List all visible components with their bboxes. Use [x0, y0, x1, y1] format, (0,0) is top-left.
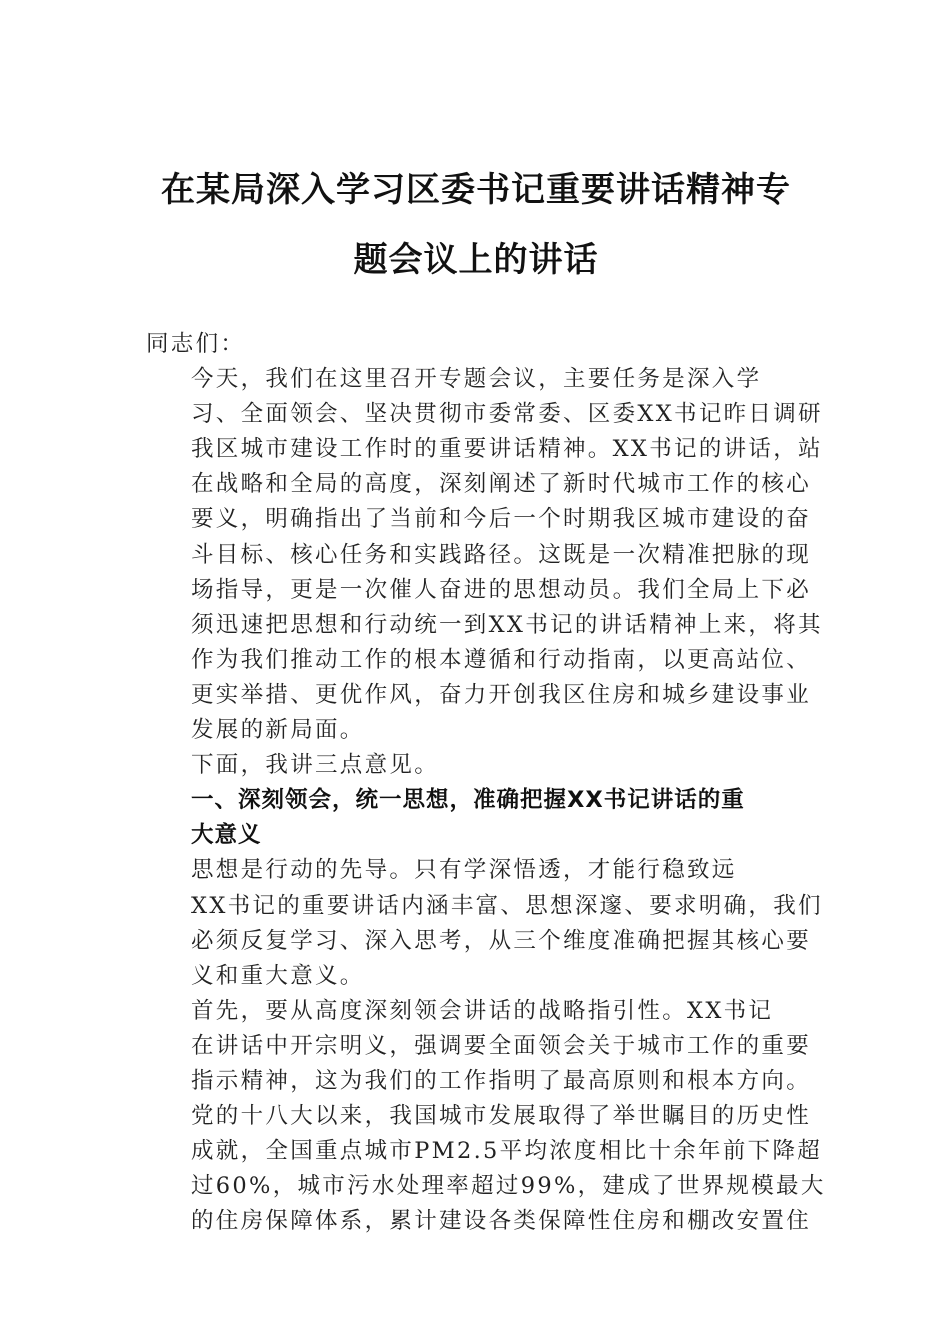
paragraph-line: 在战略和全局的高度，深刻阐述了新时代城市工作的核心 — [191, 471, 812, 498]
paragraph-line: 的住房保障体系，累计建设各类保障性住房和棚改安置住 — [191, 1208, 812, 1235]
paragraph-line: 成就，全国重点城市PM2.5平均浓度相比十余年前下降超 — [191, 1138, 823, 1165]
section-heading — [146, 783, 808, 853]
paragraph-line: 斗目标、核心任务和实践路径。这既是一次精准把脉的现 — [191, 541, 812, 568]
body-paragraph — [146, 362, 823, 748]
paragraph-line: 党的十八大以来，我国城市发展取得了举世瞩目的历史性 — [191, 1103, 812, 1130]
document-title-line-1: 在某局深入学习区委书记重要讲话精神专 — [161, 170, 791, 210]
paragraph-line: 思想是行动的先导。只有学深悟透，才能行稳致远 — [191, 857, 737, 884]
salutation: 同志们： — [146, 331, 246, 357]
paragraph-line: XX书记的重要讲话内涵丰富、思想深邃、要求明确，我们 — [191, 892, 823, 919]
paragraph-line: 要义，明确指出了当前和今后一个时期我区城市建设的奋 — [191, 506, 812, 533]
paragraph-line: 在讲话中开宗明义，强调要全面领会关于城市工作的重要 — [191, 1032, 812, 1059]
paragraph-line: 一、深刻领会，统一思想，准确把握XX书记讲话的重 — [191, 787, 745, 814]
paragraph-line: 指示精神，这为我们的工作指明了最高原则和根本方向。 — [191, 1067, 812, 1094]
paragraph-line: 更实举措、更优作风，奋力开创我区住房和城乡建设事业 — [191, 681, 812, 708]
paragraph-line: 首先，要从高度深刻领会讲话的战略指引性。XX书记 — [191, 997, 774, 1024]
paragraph-line: 发展的新局面。 — [191, 717, 365, 744]
body-paragraph — [146, 994, 826, 1240]
paragraph-line: 须迅速把思想和行动统一到XX书记的讲话精神上来，将其 — [191, 611, 823, 638]
body-paragraph — [146, 748, 808, 783]
paragraph-line: 今天，我们在这里召开专题会议，主要任务是深入学 — [191, 366, 762, 393]
paragraph-line: 下面，我讲三点意见。 — [191, 752, 440, 779]
paragraph-line: 大意义 — [191, 822, 262, 849]
paragraph-line: 我区城市建设工作时的重要讲话精神。XX书记的讲话，站 — [191, 436, 823, 463]
paragraph-line: 习、全面领会、坚决贯彻市委常委、区委XX书记昨日调研 — [191, 401, 823, 428]
paragraph-line: 过60%，城市污水处理率超过99%，建成了世界规模最大 — [191, 1173, 826, 1200]
body-paragraph — [146, 853, 823, 993]
paragraph-line: 作为我们推动工作的根本遵循和行动指南，以更高站位、 — [191, 646, 812, 673]
paragraph-line: 场指导，更是一次催人奋进的思想动员。我们全局上下必 — [191, 576, 812, 603]
document-title-line-2: 题会议上的讲话 — [353, 240, 599, 280]
document-body — [146, 327, 826, 1239]
paragraph-line: 必须反复学习、深入思考，从三个维度准确把握其核心要 — [191, 927, 812, 954]
paragraph-line: 义和重大意义。 — [191, 962, 365, 989]
